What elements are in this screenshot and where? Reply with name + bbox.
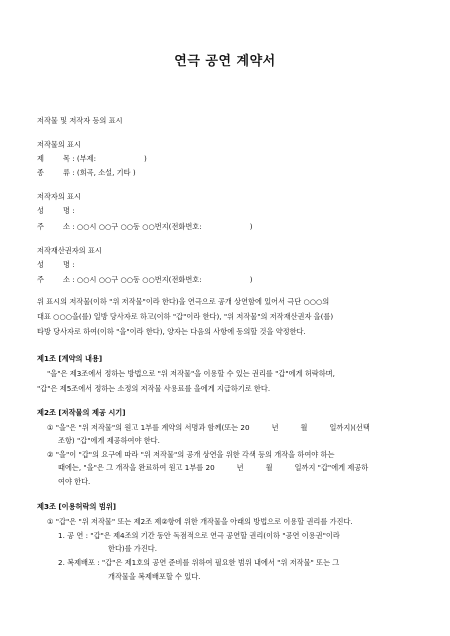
article2-item1-a: ① "을"은 "위 저작물"의 원고 1부를 계약의 서명과 함께(또는 20 [47,423,250,432]
work-genre-label2: 류 : (희곡, 소설, 기타 ) [63,168,136,177]
author-addr-close: ) [249,222,253,231]
work-title-row [37,154,147,164]
rights-name-label2: 명 : [63,260,75,269]
work-heading: 저작물의 표시 [37,140,81,149]
author-addr-row [37,222,253,232]
article2-item1 [47,423,370,433]
author-addr-label2: 소 : ○○시 ○○구 ○○동 ○○번지(전화번호: [63,222,202,231]
article2-item2-cont-b: 년 [236,463,244,472]
article1-line: "갑"은 제5조에서 정하는 소정의 저작물 사용료를 을에게 지급하기로 한다. [37,384,271,393]
document-title: 연극 공연 계약서 [174,54,276,69]
article3-sub2: 2. 복제배포 : "갑"은 제1호의 공연 준비를 위하여 필요한 범위 내에서 "위 저작물" 또는 그 [58,558,340,567]
work-genre-row [37,168,136,178]
article2-heading: 제2조 [저작물의 제공 시기] [37,408,126,417]
article2-item2: ② "을"이 "갑"의 요구에 따라 "위 저작물"의 공개 상연을 위한 각색 등의 개작을 하여야 하는 [47,450,335,459]
rights-name-row [37,260,75,270]
work-title-close: ) [144,154,147,163]
article1-line: "을"은 제3조에서 정하는 방법으로 "위 저작물"을 이용할 수 있는 권리를 "갑"에게 허락하며, [47,369,335,378]
intro-line: 위 표시의 저작물(이하 "위 저작물"이라 한다)을 연극으로 공개 상연함에 있어서 극단 ○○○의 [37,297,330,306]
article3-heading: 제3조 [이용허락의 범위] [37,502,117,511]
article2-item1-c: 월 [300,423,308,432]
article2-item1-d: 일까지)(선택 [329,423,370,432]
article2-item2-cont-a: 때에는, "을"은 그 개작을 완료하여 원고 1부를 20 [58,463,215,472]
rights-heading: 저작재산권자의 표시 [37,246,102,255]
rights-addr-label: 주 [37,275,44,284]
display-heading: 저작물 및 저작자 등의 표시 [37,116,123,125]
article2-item2-cont2: 여야 한다. [58,477,91,486]
article2-item2-cont [58,463,368,473]
article1-heading: 제1조 [계약의 내용] [37,354,103,363]
work-genre-label: 종 [37,168,44,177]
work-title-label: 제 [37,154,44,163]
work-title-label2: 목 : (부제: [63,154,97,163]
author-name-label: 성 [37,206,44,215]
article2-item1-b: 년 [271,423,279,432]
intro-line: 대표 ○○○을(를) 일방 당사자로 하고(이하 "갑"이라 한다), "위 저작물"의 저작재산권자 을(를) [37,312,334,321]
article3-item1: ① "갑"은 "위 저작물" 또는 제2조 제②항에 위한 개작물을 아래의 방법으로 이용할 권리를 가진다. [47,517,353,526]
author-name-row [37,206,75,216]
author-addr-label: 주 [37,222,44,231]
article2-item2-cont-c: 월 [265,463,273,472]
intro-line: 타방 당사자로 하여(이하 "을"이라 한다), 양자는 다음의 사항에 동의할 것을 약정한다. [37,327,306,336]
rights-name-label: 성 [37,260,44,269]
article2-item2-cont-d: 일까지 "갑"에게 제공하 [294,463,369,472]
article3-sub2-cont: 개작물을 복제배포할 수 있다. [108,572,201,581]
article3-sub1: 1. 공 연 : "갑"은 제4조의 기간 동안 독점적으로 연극 공연할 권리(이하 "공연 이용권"이라 [58,531,340,540]
author-heading: 저작자의 표시 [37,192,81,201]
article3-sub1-cont: 한다)를 가진다. [108,544,158,553]
rights-addr-close: ) [249,275,253,284]
author-name-label2: 명 : [63,206,75,215]
rights-addr-label2: 소 : ○○시 ○○구 ○○동 ○○번지(전화번호: [63,275,202,284]
article2-item1-cont: 조항) "갑"에게 제공하여야 한다. [58,436,160,445]
rights-addr-row [37,275,253,285]
